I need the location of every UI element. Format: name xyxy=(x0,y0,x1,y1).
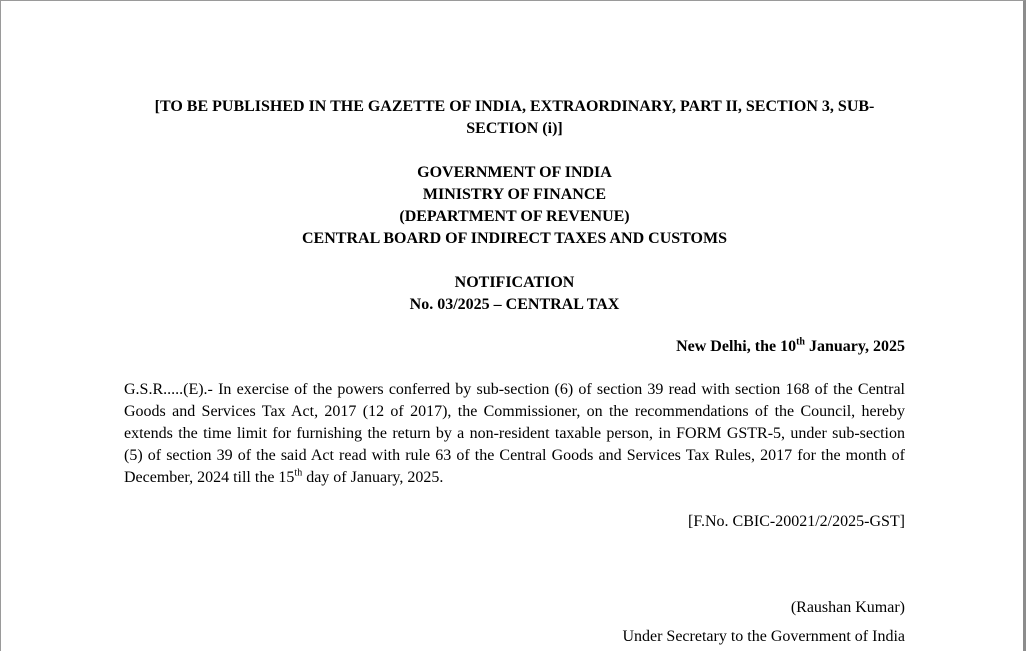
date-suffix: January, 2025 xyxy=(804,338,905,355)
body-ordinal: th xyxy=(294,467,303,479)
body-text: G.S.R.....(E).- In exercise of the powers conferred by sub-section (6) of section 39 read with section 168 of the Central Goods and Services Tax Act, 2017 (12 of 2017), the Commissioner, on the recommendations of the Council, hereby extends the time limit for furnishing the return by a non-resident taxable person, in FORM GSTR-5, under sub-section (5) of section 39 of the said Act read with rule 63 of the Central Goods and Services Tax Rules, 2017 for the month of December, 2024 till the 15 xyxy=(124,381,905,486)
notification-block xyxy=(124,272,905,316)
authority-department: (DEPARTMENT OF REVENUE) xyxy=(399,208,630,225)
authority-ministry: MINISTRY OF FINANCE xyxy=(422,186,607,203)
notification-title: NOTIFICATION xyxy=(454,274,575,291)
notification-number: No. 03/2025 – CENTRAL TAX xyxy=(409,296,620,313)
file-number: [F.No. CBIC-20021/2/2025-GST] xyxy=(688,513,905,530)
authority-board: CENTRAL BOARD OF INDIRECT TAXES AND CUSTOMS xyxy=(302,230,727,247)
authority-government: GOVERNMENT OF INDIA xyxy=(417,164,612,181)
date-prefix: New Delhi, the 10 xyxy=(676,338,797,355)
signatory-designation: Under Secretary to the Government of India xyxy=(622,628,905,645)
body-text-end: day of January, 2025. xyxy=(302,469,444,486)
date-ordinal: th xyxy=(796,336,805,348)
signatory-name: (Raushan Kumar) xyxy=(790,599,905,616)
notification-body xyxy=(124,379,905,489)
gazette-header: [TO BE PUBLISHED IN THE GAZETTE OF INDIA, EXTRAORDINARY, PART II, SECTION 3, SUB-SECTION (i)] xyxy=(154,98,875,137)
authority-block xyxy=(124,162,905,250)
notification-date xyxy=(124,336,905,358)
document-content xyxy=(124,96,905,648)
